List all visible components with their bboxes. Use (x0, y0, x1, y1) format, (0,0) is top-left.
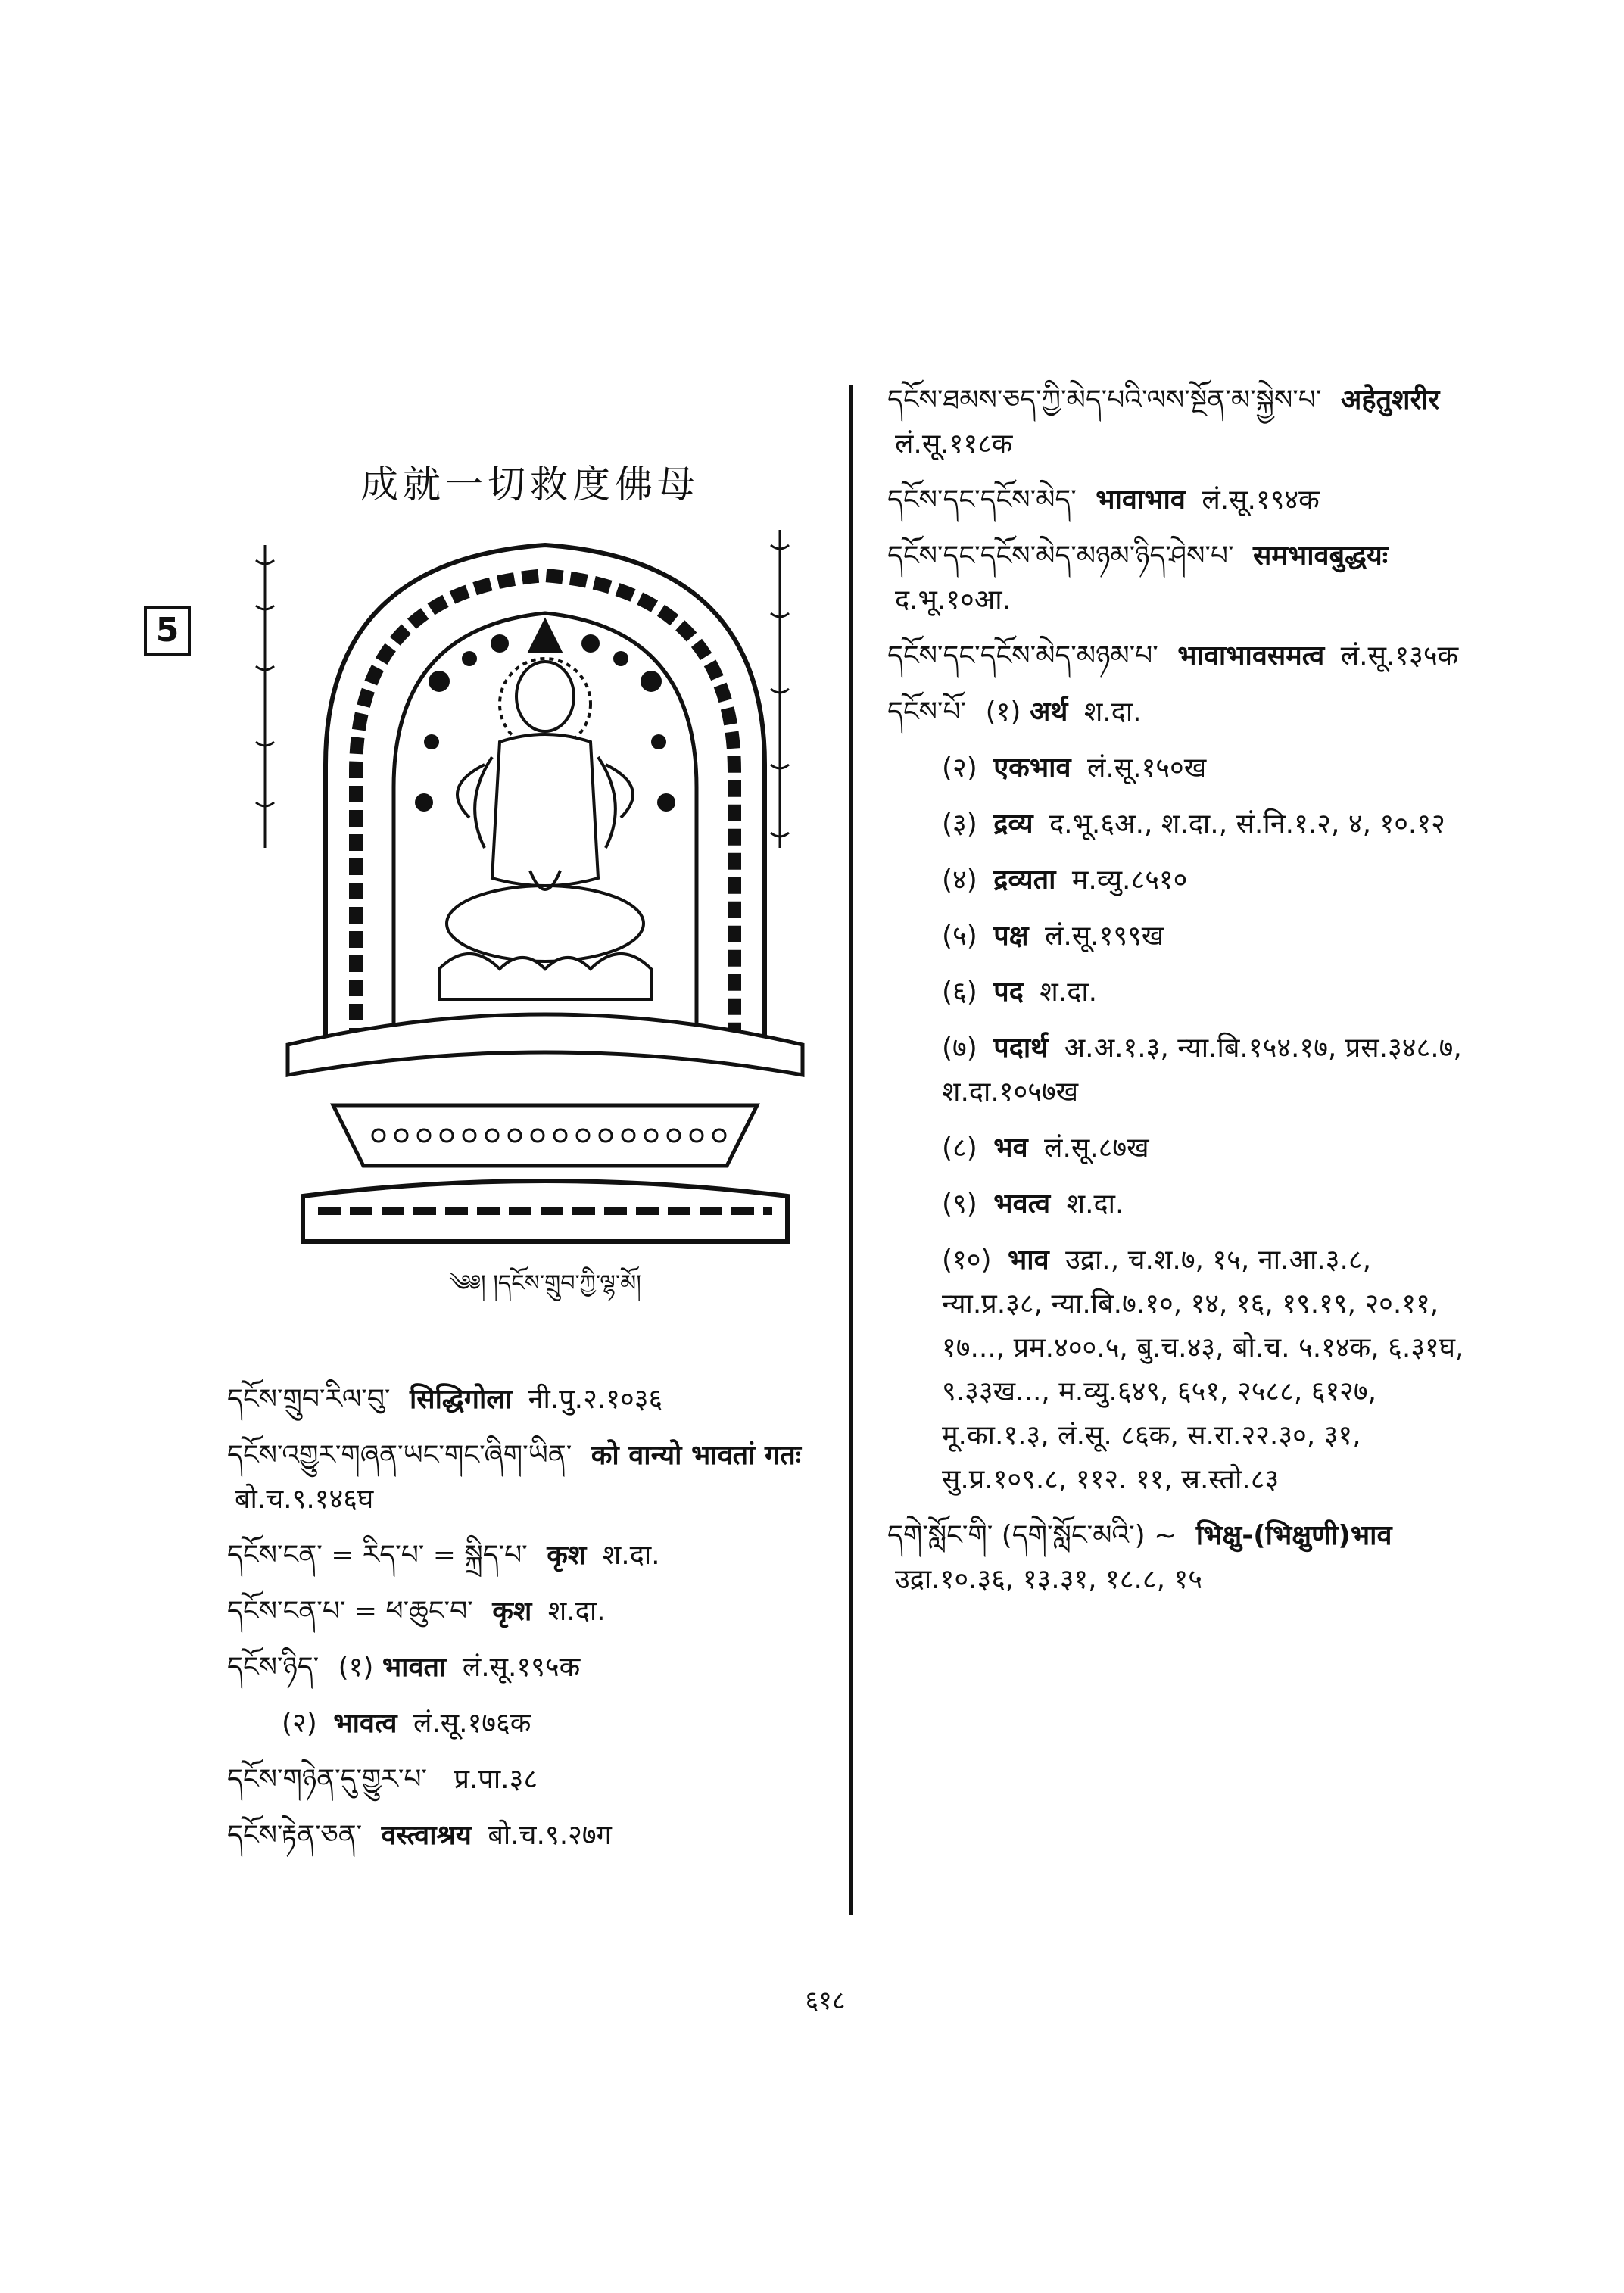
source-reference: प्र.पा.३८ (454, 1764, 538, 1795)
source-reference: उद्रा., च.श.७, १५, ना.आ.३.८, न्या.प्र.३८, न्या.बि.७.१०, १४, १६, १९.१९, २०.११, १७..., प्रम.४००.५, बु.च.४३, बो.च. ५.१४क, ६.३१घ, ९.३३ख..., म.व्यु.६४९, ६५१, २५८८, ६१२७, मू.का.१.३, लं.सू. ८६क, स.रा.२२.३०, ३१, सु.प्र.१०९.८, ११२. ११, स्र.स्तो.८३ (942, 1245, 1464, 1495)
sense-number: (५) (942, 921, 977, 952)
dictionary-entry (887, 1514, 1478, 1602)
dictionary-entry (227, 1590, 833, 1634)
column-divider (849, 385, 853, 1915)
tibetan-headword: དངོས་གཉེན་དུ་གྱུར་པ་ (227, 1764, 428, 1795)
sanskrit-gloss: को वान्यो भावतां गतः (591, 1440, 802, 1471)
tibetan-headword: དངོས་དང་དངོས་མེད་མཉམ་ཉིད་ཤེས་པ་ (887, 541, 1234, 572)
source-reference: द.भू.६अ., श.दा., सं.नि.१.२, ४, १०.१२ (1049, 808, 1445, 840)
dictionary-subentry (942, 970, 1478, 1014)
source-reference: लं.सू.१९५क (462, 1652, 581, 1683)
source-reference: लं.सू.१५०ख (1086, 752, 1207, 784)
tibetan-headword: དངོས་རྟེན་ཅན་ (227, 1820, 363, 1851)
dictionary-entry (227, 1434, 833, 1522)
sanskrit-gloss: भावाभावसमत्व (1177, 640, 1325, 671)
sense-number: (८) (942, 1132, 977, 1164)
sanskrit-gloss: सिद्धिगोला (409, 1384, 513, 1415)
dictionary-entry (887, 534, 1478, 622)
sanskrit-gloss: समभावबुद्धयः (1253, 541, 1388, 572)
sanskrit-gloss: पदार्थ (993, 1033, 1049, 1064)
page-number: ६१८ (805, 1986, 846, 2016)
sanskrit-gloss: कृश (547, 1540, 587, 1571)
dictionary-subentry (942, 1027, 1478, 1114)
source-reference: लं.सू.१९४क (1202, 484, 1320, 516)
source-reference: म.व्यु.८५१० (1071, 865, 1188, 896)
dictionary-entry (227, 1646, 833, 1690)
source-reference: श.दा. (1083, 696, 1142, 727)
tibetan-headword: དངོས་གྲུབ་རིལ་བུ་ (227, 1384, 391, 1415)
dictionary-subentry (282, 1702, 833, 1746)
source-reference: श.दा. (602, 1540, 660, 1571)
deity-illustration (242, 515, 848, 1347)
dictionary-subentry (942, 1182, 1478, 1226)
source-reference: नी.पु.२.१०३६ (528, 1384, 663, 1415)
sanskrit-gloss: भाव (1007, 1245, 1049, 1276)
tibetan-headword: དངོས་ཉིད་ (227, 1652, 320, 1683)
tibetan-headword: དངོས་དང་དངོས་མེད་མཉམ་པ་ (887, 640, 1158, 671)
sense-number: (१) (338, 1652, 374, 1683)
dictionary-entry (887, 379, 1478, 466)
source-reference: लं.सू.८७ख (1044, 1132, 1149, 1164)
sense-number: (९) (942, 1189, 977, 1220)
dictionary-subentry (942, 802, 1478, 846)
sanskrit-gloss: द्रव्यता (993, 865, 1056, 896)
tibetan-headword: དངོས་ཐམས་ཅད་ཀྱི་མེད་པའི་ལས་སྔོན་མ་སྐྱེས་པ་ (887, 385, 1322, 416)
sanskrit-gloss: द्रव्य (993, 808, 1033, 840)
sanskrit-gloss: भव (993, 1132, 1028, 1164)
dictionary-subentry (942, 858, 1478, 902)
source-reference: उद्रा.१०.३६, १३.३१, १८.८, १५ (895, 1564, 1202, 1595)
margin-mark: 5 (144, 606, 191, 656)
sense-number: (१०) (942, 1245, 992, 1276)
figure-title: ༄༅། །དངོས་གྲུབ་ཀྱི་ལྷ་མོ། (449, 1270, 641, 1297)
sanskrit-gloss: एकभाव (993, 752, 1071, 784)
sanskrit-gloss: भवत्व (993, 1189, 1051, 1220)
pedestal-band (333, 1105, 757, 1166)
sense-number: (३) (942, 808, 977, 840)
dictionary-entry (227, 1758, 833, 1802)
dictionary-entry (887, 478, 1478, 522)
source-reference: लं.सू.१३५क (1340, 640, 1459, 671)
dictionary-entry (227, 1534, 833, 1578)
sanskrit-gloss: कृश (492, 1596, 532, 1627)
sense-number: (४) (942, 865, 977, 896)
sanskrit-gloss: अहेतुशरीर (1340, 385, 1440, 416)
tibetan-headword: དངོས་ངན་པ་ = ཕ་ཆུང་བ་ (227, 1596, 473, 1627)
sense-number: (१) (985, 696, 1021, 727)
source-reference: श.दा. (1040, 977, 1098, 1008)
dictionary-entry (227, 1814, 833, 1858)
source-reference: श.दा. (547, 1596, 606, 1627)
right-vertical-script (771, 530, 789, 848)
dictionary-entry (887, 634, 1478, 678)
source-reference: बो.च.९.१४६घ (235, 1484, 374, 1515)
dictionary-subentry (942, 1126, 1478, 1170)
tibetan-headword: དངོས་འགྱུར་གཞན་ཡང་གང་ཞིག་ཡིན་ (227, 1440, 572, 1471)
figure-caption: 成就一切救度佛母 (360, 463, 700, 506)
source-reference: बो.च.९.२७ग (488, 1820, 612, 1851)
sanskrit-gloss: पक्ष (993, 921, 1029, 952)
dictionary-entry (887, 690, 1478, 734)
dictionary-entry (227, 1378, 833, 1422)
source-reference: लं.सू.१९९ख (1044, 921, 1164, 952)
dictionary-subentry (942, 746, 1478, 790)
left-column (227, 1378, 833, 1870)
left-vertical-script (256, 545, 274, 848)
tibetan-headword: དགེ་སློང་གི་ (དགེ་སློང་མའི་) ~ (887, 1520, 1177, 1551)
source-reference: श.दा. (1066, 1189, 1124, 1220)
sanskrit-gloss: वस्त्वाश्रय (381, 1820, 472, 1851)
tibetan-headword: དངོས་དང་དངོས་མེད་ (887, 484, 1077, 516)
dictionary-subentry (942, 914, 1478, 958)
sense-number: (२) (942, 752, 977, 784)
tibetan-headword: དངོས་པོ་ (887, 696, 967, 727)
sense-number: (६) (942, 977, 977, 1008)
source-reference: द.भू.१०आ. (895, 584, 1011, 615)
tibetan-headword: དངོས་ངན་ = རིད་པ་ = སྐྲིད་པ་ (227, 1540, 528, 1571)
sense-number: (७) (942, 1033, 977, 1064)
sanskrit-gloss: भावता (382, 1652, 447, 1683)
sanskrit-gloss: भिक्षु-(भिक्षुणी)भाव (1195, 1520, 1392, 1551)
source-reference: लं.सू.११८क (895, 428, 1013, 460)
source-reference: लं.सू.१७६क (413, 1708, 531, 1739)
sanskrit-gloss: भावाभाव (1096, 484, 1186, 516)
source-reference: अ.अ.१.३, न्या.बि.१५४.१७, प्रस.३४८.७, श.दा.१०५७ख (942, 1033, 1462, 1108)
sanskrit-gloss: भावत्व (333, 1708, 397, 1739)
sanskrit-gloss: अर्थ (1029, 696, 1068, 727)
right-column (887, 379, 1478, 1614)
sanskrit-gloss: पद (993, 977, 1024, 1008)
dictionary-subentry (942, 1238, 1478, 1502)
sense-number: (२) (282, 1708, 317, 1739)
